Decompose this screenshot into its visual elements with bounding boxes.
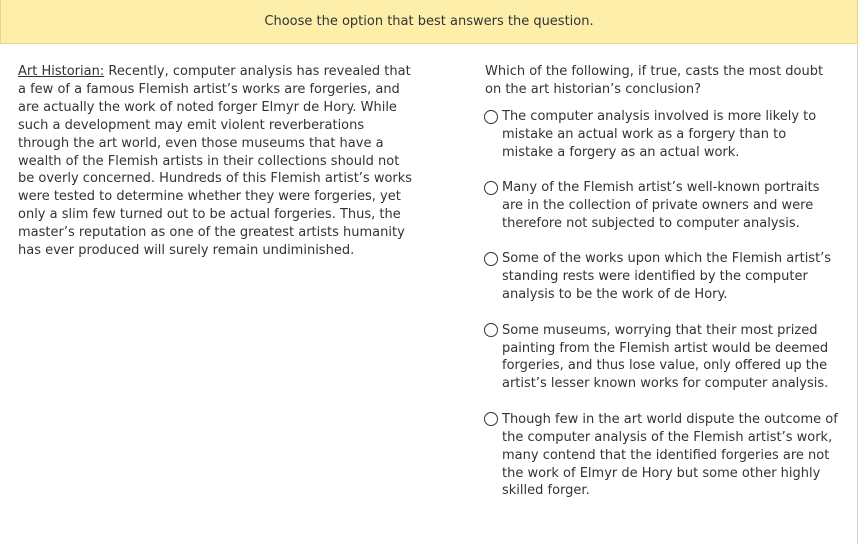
radio-button-a[interactable] bbox=[484, 110, 498, 124]
answer-choice-text: Though few in the art world dispute the outcome of the computer analysis of the Flemish artist’s work, many contend that the identified forgeries are not the work of Elmyr de Hory but some other highly skilled forger. bbox=[502, 411, 838, 499]
radio-button-e[interactable] bbox=[484, 412, 498, 426]
answer-choice-b[interactable] bbox=[484, 179, 844, 233]
answer-choice-text: The computer analysis involved is more likely to mistake an actual work as a forgery than to mistake a forgery as an actual work. bbox=[502, 109, 817, 160]
passage bbox=[18, 63, 418, 260]
radio-button-c[interactable] bbox=[484, 252, 498, 266]
instruction-banner bbox=[0, 0, 858, 44]
answer-choice-text: Some of the works upon which the Flemish artist’s standing rests were identified by the computer analysis to be the work of de Hory. bbox=[502, 251, 832, 303]
answer-choice-e[interactable] bbox=[484, 411, 844, 501]
question-stem: Which of the following, if true, casts the most doubt on the art historian’s conclusion? bbox=[485, 64, 824, 97]
answer-choice-c[interactable] bbox=[484, 250, 844, 304]
instruction-text: Choose the option that best answers the question. bbox=[264, 14, 594, 29]
answer-choice-d[interactable] bbox=[484, 322, 844, 394]
radio-button-d[interactable] bbox=[484, 323, 498, 337]
answer-choices bbox=[484, 108, 844, 518]
answer-choice-a[interactable] bbox=[484, 108, 844, 162]
answer-choice-text: Many of the Flemish artist’s well-known portraits are in the collection of private owners and were therefore not subjected to computer analysis. bbox=[502, 180, 820, 232]
passage-speaker: Art Historian: bbox=[18, 64, 105, 79]
panel-border bbox=[857, 44, 858, 544]
radio-button-b[interactable] bbox=[484, 181, 498, 195]
answer-choice-text: Some museums, worrying that their most prized painting from the Flemish artist would be deemed forgeries, and thus lose value, only offered up the artist’s lesser known works for computer analysis. bbox=[502, 322, 829, 392]
passage-text: Recently, computer analysis has revealed that a few of a famous Flemish artist’s works are forgeries, and are actually the work of noted forger Elmyr de Hory. While such a development may emit violent reverberations through the art world, even those museums that have a wealth of the Flemish artists in their collections should not be overly concerned. Hundreds of this Flemish artist’s works were tested to determine whether they were forgeries, yet only a slim few turned out to be actual forgeries. Thus, the master’s reputation as one of the greatest artists humanity has ever produced will surely remain undiminished. bbox=[18, 64, 413, 259]
